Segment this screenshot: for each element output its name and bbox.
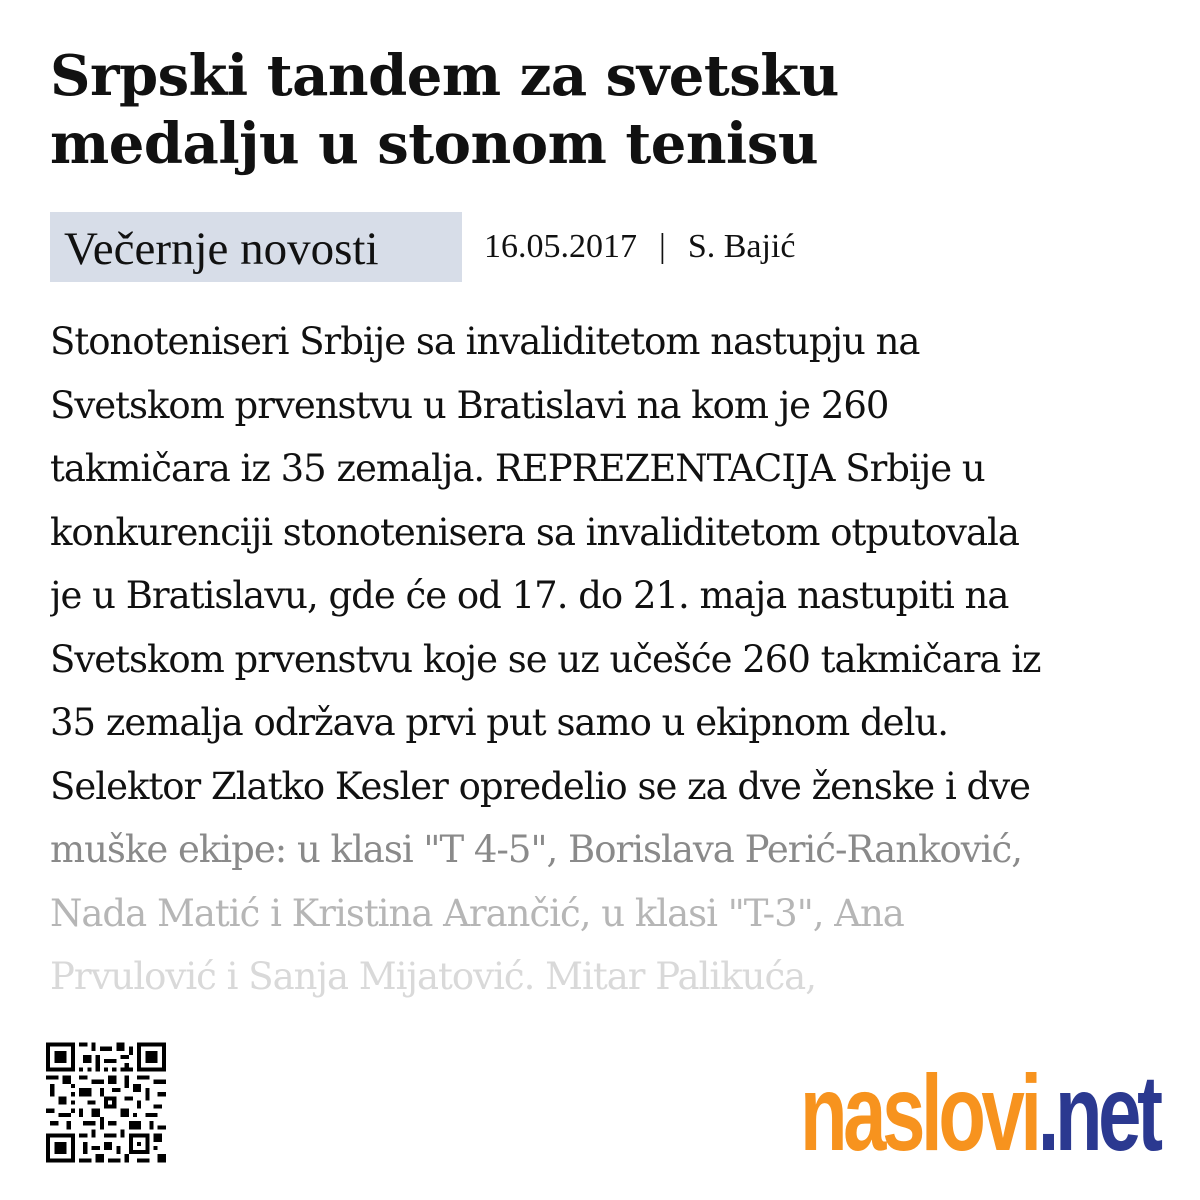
qr-code-icon	[46, 1040, 166, 1165]
body-line-faded: Nada Matić i Kristina Arančić, u klasi "T-3", Ana	[50, 891, 904, 935]
body-line: Svetskom prvenstvu u Bratislavi na kom je 260	[50, 383, 889, 427]
body-line: 35 zemalja održava prvi put samo u ekipnom delu.	[50, 701, 948, 744]
meta-separator: |	[659, 228, 666, 265]
article-title-line: Srpski tandem za svetsku	[50, 43, 839, 109]
body-line: je u Bratislavu, gde će od 17. do 21. maja nastupiti na	[50, 574, 1009, 617]
article-title	[50, 42, 1150, 178]
body-line: Selektor Zlatko Kesler opredelio se za dve ženske i dve	[50, 764, 1031, 808]
article-meta	[50, 212, 1150, 282]
logo-part-net: .net	[1037, 1052, 1159, 1173]
body-line-faded: Prvulović i Sanja Mijatović. Mitar Palikuća,	[50, 955, 816, 998]
body-line: Stonoteniseri Srbije sa invaliditetom nastupju na	[50, 320, 920, 363]
body-line: konkurenciji stonotenisera sa invaliditetom otputovala	[50, 510, 1019, 554]
source-badge: Večernje novosti	[50, 212, 462, 282]
body-line: takmičara iz 35 zemalja. REPREZENTACIJA Srbije u	[50, 447, 985, 490]
publish-date: 16.05.2017	[484, 228, 637, 265]
date-author-line	[484, 222, 795, 272]
author-name: S. Bajić	[687, 228, 796, 265]
article-body	[50, 310, 1150, 1000]
logo-part-naslovi: naslovi	[800, 1052, 1038, 1173]
article-title-line: medalju u stonom tenisu	[50, 111, 819, 177]
body-line-faded: muške ekipe: u klasi "T 4-5", Borislava Perić-Ranković,	[50, 828, 1022, 871]
body-line: Svetskom prvenstvu koje se uz učešće 260 takmičara iz	[50, 637, 1041, 681]
naslovi-net-logo	[800, 1052, 1159, 1173]
